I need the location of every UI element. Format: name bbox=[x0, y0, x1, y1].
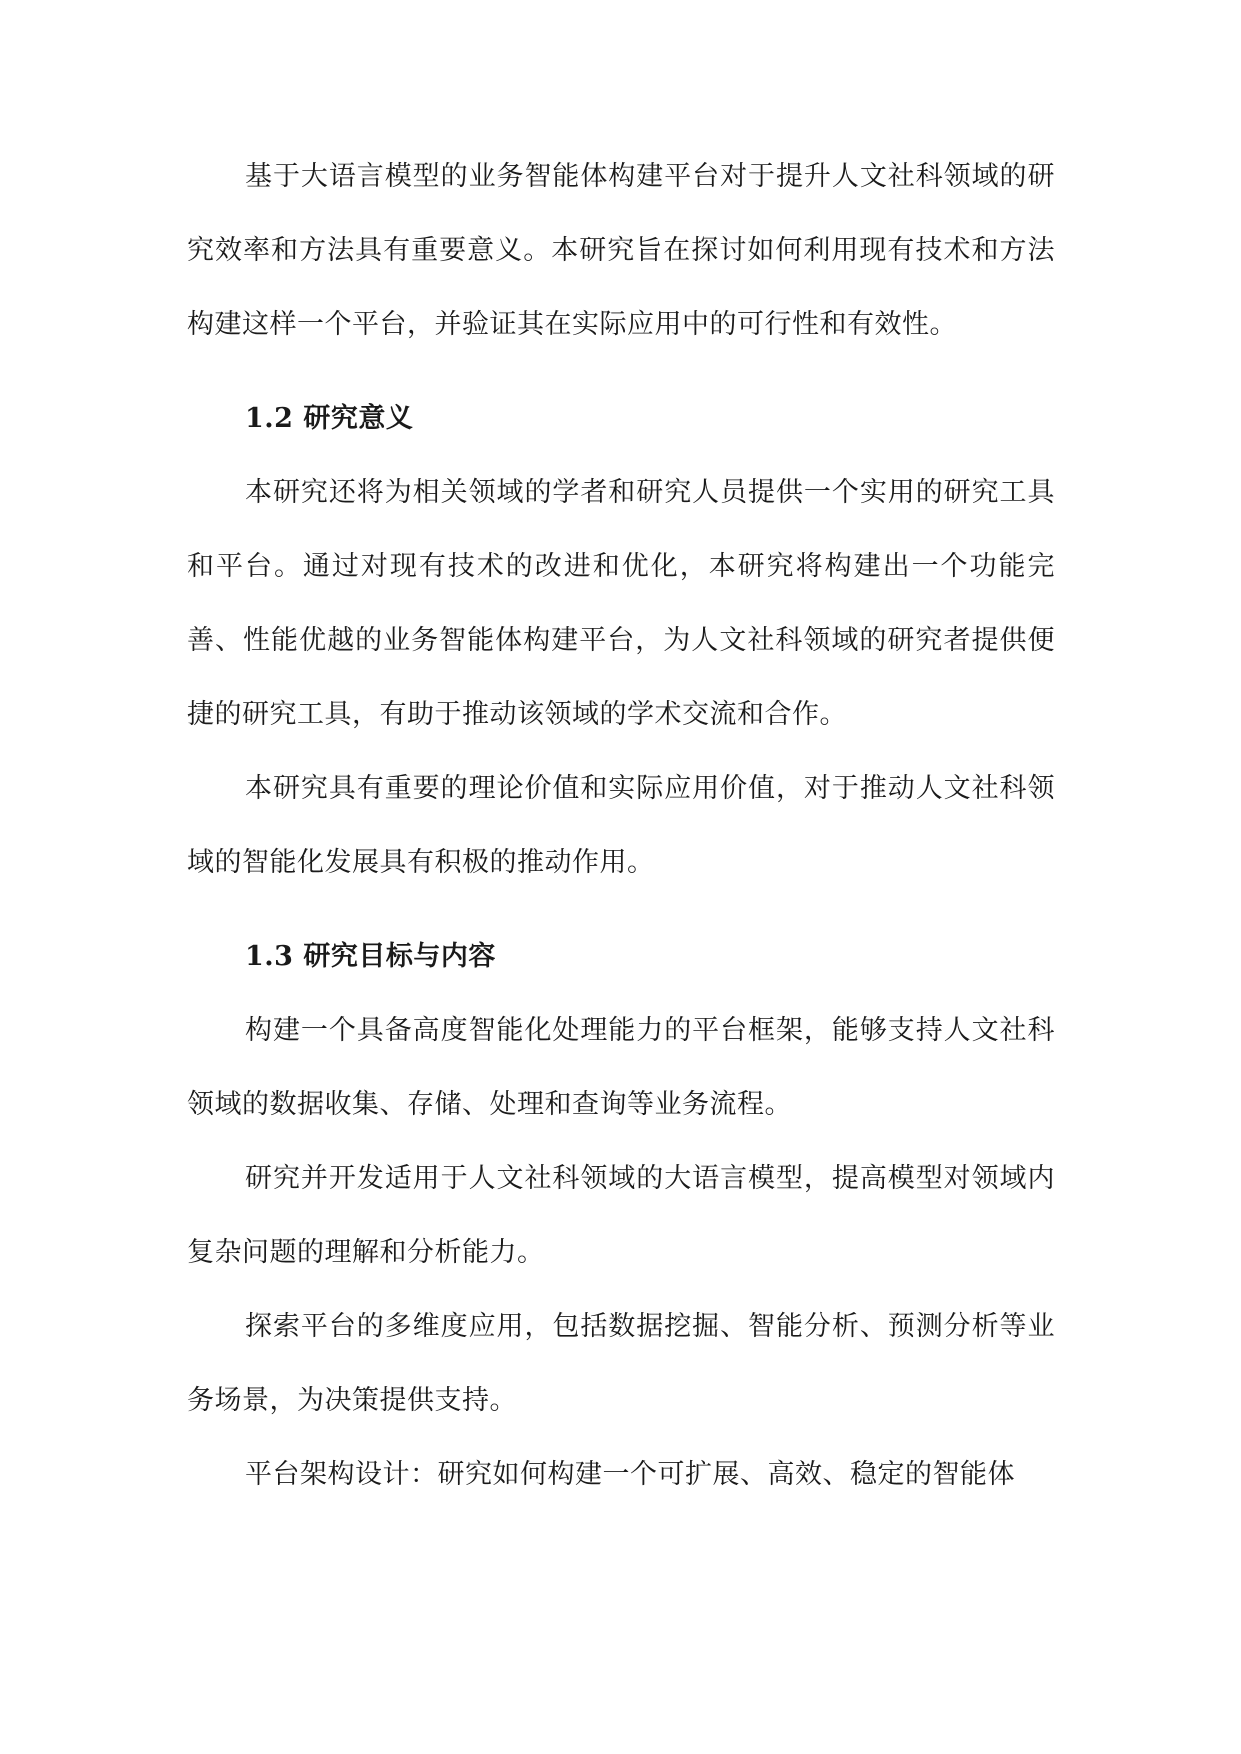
paragraph-significance-2: 本研究具有重要的理论价值和实际应用价值，对于推动人文社科领域的智能化发展具有积极的推动作用。 bbox=[187, 773, 1055, 878]
paragraph-goal-3: 探索平台的多维度应用，包括数据挖掘、智能分析、预测分析等业务场景，为决策提供支持。 bbox=[187, 1311, 1055, 1416]
paragraph-significance-1: 本研究还将为相关领域的学者和研究人员提供一个实用的研究工具和平台。通过对现有技术的改进和优化，本研究将构建出一个功能完善、性能优越的业务智能体构建平台，为人文社科领域的研究者提供便捷的研究工具，有助于推动该领域的学术交流和合作。 bbox=[187, 477, 1055, 730]
paragraph-intro: 基于大语言模型的业务智能体构建平台对于提升人文社科领域的研究效率和方法具有重要意义。本研究旨在探讨如何利用现有技术和方法构建这样一个平台，并验证其在实际应用中的可行性和有效性。 bbox=[187, 161, 1055, 340]
section-heading-1-2: 1.2 研究意义 bbox=[245, 403, 414, 434]
paragraph-goal-2: 研究并开发适用于人文社科领域的大语言模型，提高模型对领域内复杂问题的理解和分析能力。 bbox=[187, 1163, 1055, 1268]
paragraph-goal-4: 平台架构设计：研究如何构建一个可扩展、高效、稳定的智能体 bbox=[245, 1459, 1015, 1490]
section-heading-1-3: 1.3 研究目标与内容 bbox=[245, 941, 496, 972]
document-body bbox=[187, 140, 1055, 1512]
paragraph-goal-1: 构建一个具备高度智能化处理能力的平台框架，能够支持人文社科领域的数据收集、存储、处理和查询等业务流程。 bbox=[187, 1015, 1055, 1120]
